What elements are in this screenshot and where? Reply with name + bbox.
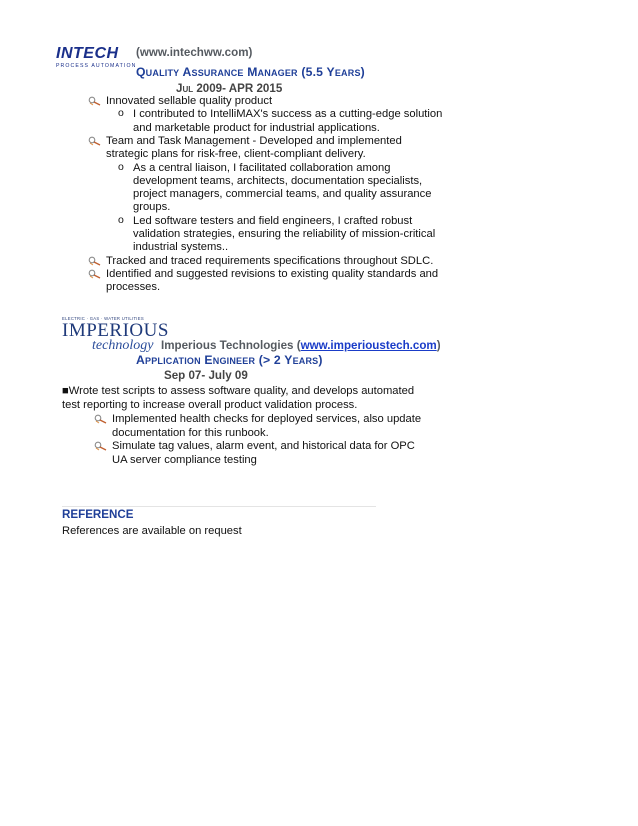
intech-bullet-text: processes. — [106, 281, 161, 294]
sub-bullet-marker: o — [118, 160, 124, 173]
intech-sub-bullet-text: validation strategies, ensuring the reliability of mission-critical — [133, 228, 436, 240]
imperious-logo-top: ELECTRIC · GAS · WATER UTILITIES — [62, 316, 144, 321]
magnifier-bullet-icon — [94, 441, 108, 451]
imperious-website-link[interactable]: www.imperioustech.com — [300, 339, 437, 352]
intech-dates: Jul 2009- APR 2015 — [176, 82, 283, 95]
imperious-bullet-text: Simulate tag values, alarm event, and historical data for OPC — [112, 440, 415, 453]
section-divider — [62, 506, 376, 507]
intech-logo-sub: PROCESS AUTOMATION — [56, 63, 137, 69]
magnifier-bullet-icon — [94, 414, 108, 424]
imperious-logo-main: IMPERIOUS — [62, 320, 169, 341]
sub-bullet-marker: o — [118, 107, 124, 120]
intech-sub-bullet-text: and marketable product for industrial applications. — [133, 121, 380, 134]
intech-logo-text: INTECH — [56, 45, 119, 62]
imperious-company — [161, 339, 441, 352]
reference-heading: REFERENCE — [62, 508, 134, 521]
intech-sub-bullet-text: As a central liaison, I facilitated collaboration among — [133, 161, 391, 174]
intech-logo — [56, 46, 136, 70]
magnifier-bullet-icon — [88, 96, 102, 106]
intech-bullet-text: Innovated sellable quality product — [106, 95, 273, 107]
intech-bullet-text: strategic plans for risk-free, client-compliant delivery. — [106, 148, 366, 161]
imperious-company-suffix: ) — [436, 339, 441, 352]
intech-bullet-text: Team and Task Management - Developed and implemented — [106, 134, 402, 147]
intech-sub-bullet-text: industrial systems.. — [133, 241, 229, 254]
intech-bullet-text: Tracked and traced requirements specifications throughout SDLC. — [106, 254, 434, 267]
magnifier-bullet-icon — [88, 256, 102, 266]
imperious-company-name: Imperious Technologies ( — [161, 339, 301, 352]
intech-sub-bullet-text: I contributed to IntelliMAX's success as a cutting-edge solution — [133, 108, 443, 121]
imperious-logo — [62, 316, 169, 353]
intech-website: (www.intechww.com) — [136, 46, 253, 59]
intech-role: Quality Assurance Manager (5.5 Years) — [136, 65, 365, 79]
imperious-intro-line-1: ■Wrote test scripts to assess software quality, and develops automated — [62, 385, 415, 397]
imperious-intro-line-2: test reporting to increase overall product validation process. — [62, 399, 358, 411]
imperious-bullet-text: Implemented health checks for deployed services, also update — [112, 413, 422, 425]
intech-sub-bullet-text: development teams, architects, documentation specialists, — [133, 174, 423, 187]
intech-sub-bullet-text: project managers, commercial teams, and quality assurance — [133, 188, 432, 201]
imperious-bullet-text: documentation for this runbook. — [112, 426, 269, 439]
intech-sub-bullet-text: groups. — [133, 201, 171, 214]
imperious-dates: Sep 07- July 09 — [164, 369, 248, 382]
magnifier-bullet-icon — [88, 136, 102, 146]
imperious-role: Application Engineer (> 2 Years) — [136, 353, 323, 367]
intech-sub-bullet-text: Led software testers and field engineers, I crafted robust — [133, 214, 413, 227]
magnifier-bullet-icon — [88, 269, 102, 279]
sub-bullet-marker: o — [118, 213, 124, 226]
imperious-bullet-text: UA server compliance testing — [112, 453, 257, 466]
reference-text: References are available on request — [62, 525, 242, 537]
imperious-logo-script: technology — [92, 338, 154, 353]
intech-bullet-text: Identified and suggested revisions to existing quality standards and — [106, 267, 439, 280]
